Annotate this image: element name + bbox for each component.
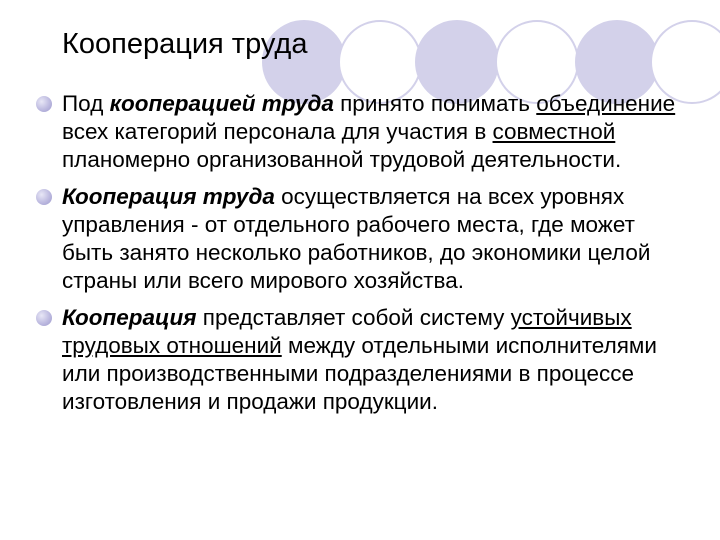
bullet-list: [36, 90, 676, 425]
text-run: осуществляется на всех уровнях управления - от отдельного рабочего места, где может быть занято несколько работников, до экономики целой страны или всего мирового хозяйства.: [62, 184, 651, 293]
underlined-term: совместной: [492, 119, 616, 144]
bullet-item: [36, 90, 676, 174]
bullet-item: [36, 304, 676, 416]
emphasis-term: Кооперация: [62, 305, 197, 330]
text-run: между отдельными исполнителями или производственными подразделениями в процессе изготовления и продажи продукции.: [62, 333, 657, 414]
bullet-icon: [36, 189, 52, 205]
bullet-text: [62, 183, 676, 295]
emphasis-term: кооперацией труда: [109, 91, 334, 116]
text-run: планомерно организованной трудовой деятельности.: [62, 147, 622, 172]
underlined-term: объединение: [536, 91, 676, 116]
emphasis-term: Кооперация труда: [62, 184, 275, 209]
text-run: представляет собой систему: [196, 305, 511, 330]
text-run: Под: [62, 91, 110, 116]
bullet-icon: [36, 96, 52, 112]
bullet-icon: [36, 310, 52, 326]
text-run: всех категорий персонала для участия в: [62, 119, 493, 144]
bullet-text: [62, 90, 676, 174]
text-run: принято понимать: [333, 91, 537, 116]
slide-title: Кооперация труда: [62, 28, 308, 60]
bullet-text: [62, 304, 676, 416]
bullet-item: [36, 183, 676, 295]
underlined-term: устойчивых трудовых отношений: [62, 305, 632, 358]
